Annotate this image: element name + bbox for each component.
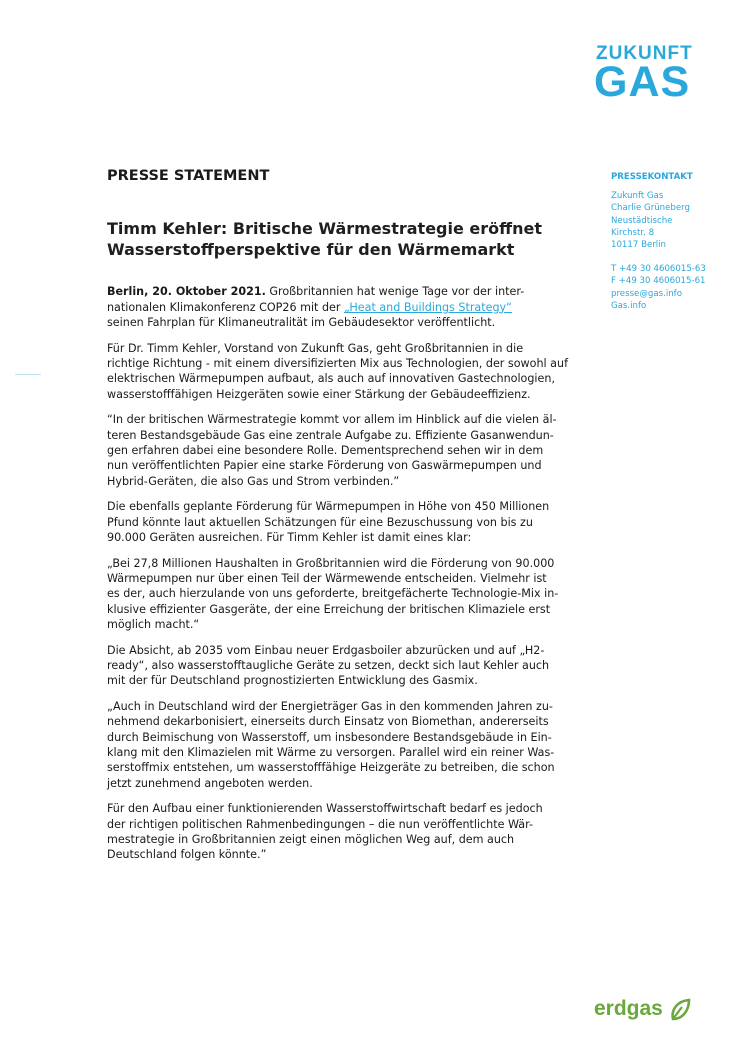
paragraph-line: “In der britischen Wärmestrategie kommt vor allem im Hinblick auf die vielen äl- bbox=[107, 413, 557, 427]
paragraph-line: Pfund könnte laut aktuellen Schätzungen für eine Bezuschussung von bis zu bbox=[107, 515, 533, 529]
paragraph-line: mestrategie in Großbritannien zeigt einen möglichen Weg auf, dem auch bbox=[107, 833, 515, 846]
body-paragraph bbox=[107, 801, 569, 863]
contact-person: Charlie Grüneberg bbox=[611, 203, 690, 214]
strategy-link[interactable]: „Heat and Buildings Strategy“ bbox=[344, 300, 512, 314]
paragraph-line: es der, auch hierzulande von uns geforderte, breitgefächerte Technologie-Mix in- bbox=[107, 587, 559, 601]
paragraph-line: Für Dr. Timm Kehler, Vorstand von Zukunft Gas, geht Großbritannien in die bbox=[107, 341, 524, 355]
contact-email[interactable]: presse@gas.info bbox=[611, 288, 682, 299]
body-paragraph bbox=[107, 643, 569, 689]
contact-city: 10117 Berlin bbox=[611, 240, 667, 251]
contact-phone: T +49 30 4606015-63 bbox=[611, 264, 706, 275]
paragraph-line: elektrischen Wärmepumpen aufbaut, als auch auf innovativen Gastechnologien, bbox=[107, 372, 555, 386]
paragraph-line: 90.000 Geräten ausreichen. Für Timm Kehler ist damit eines klar: bbox=[107, 531, 472, 545]
contact-street-1: Neustädtische bbox=[611, 215, 673, 226]
paragraph-line: Wärmepumpen nur über einen Teil der Wärmewende entscheiden. Vielmehr ist bbox=[107, 571, 547, 585]
paragraph-line: Für den Aufbau einer funktionierenden Wasserstoffwirtschaft bedarf es jedoch bbox=[107, 802, 543, 816]
body-paragraph bbox=[107, 699, 569, 791]
paragraph-line: teren Bestandsgebäude Gas eine zentrale Aufgabe zu. Effiziente Gasanwendun- bbox=[107, 428, 554, 442]
paragraph-line: ready“, also wasserstofftaugliche Geräte zu setzen, deckt sich laut Kehler auch bbox=[107, 658, 550, 672]
paragraph-line: mit der für Deutschland prognostizierten Entwicklung des Gasmix. bbox=[107, 674, 478, 688]
contact-org: Zukunft Gas bbox=[611, 191, 664, 202]
leaf-icon bbox=[669, 998, 691, 1022]
paragraph-line: der richtigen politischen Rahmenbedingungen – die nun veröffentlichte Wär- bbox=[107, 817, 534, 831]
document-label: PRESSE STATEMENT bbox=[107, 168, 270, 184]
headline-line: Wasserstoffperspektive für den Wärmemarkt bbox=[107, 240, 515, 260]
paragraph-line: richtige Richtung - mit einem diversifizierten Mix aus Technologien, der sowohl auf bbox=[107, 357, 568, 371]
press-contact-heading: PRESSEKONTAKT bbox=[611, 172, 693, 182]
intro-text: nationalen Klimakonferenz COP26 mit der bbox=[107, 300, 345, 314]
paragraphs bbox=[107, 341, 569, 863]
paragraph-line: Deutschland folgen könnte.” bbox=[107, 848, 267, 862]
erdgas-logo-text: erdgas bbox=[594, 997, 663, 1020]
body-paragraph bbox=[107, 556, 569, 633]
zukunft-gas-logo bbox=[594, 43, 696, 106]
intro-text: Großbritannien hat wenige Tage vor der inter- bbox=[265, 285, 525, 299]
contact-street-2: Kirchstr. 8 bbox=[611, 227, 655, 238]
logo-bottom-text: GAS bbox=[594, 58, 691, 106]
paragraph-line: möglich macht.“ bbox=[107, 618, 200, 632]
press-statement-body bbox=[107, 169, 569, 873]
paragraph-line: klusive effizienter Gasgeräte, der eine Erreichung der britischen Klimaziele erst bbox=[107, 602, 551, 616]
intro-text: seinen Fahrplan für Klimaneutralität im Gebäudesektor veröffentlicht. bbox=[107, 316, 496, 330]
logo-top-text: ZUKUNFT bbox=[596, 43, 693, 64]
body-paragraph bbox=[107, 499, 569, 545]
headline-line: Timm Kehler: Britische Wärmestrategie eröffnet bbox=[107, 219, 542, 239]
paragraph-line: Die ebenfalls geplante Förderung für Wärmepumpen in Höhe von 450 Millionen bbox=[107, 500, 550, 514]
paragraph-line: nun veröffentlichten Papier eine starke Förderung von Gaswärmepumpen und bbox=[107, 459, 542, 473]
margin-mark bbox=[15, 374, 41, 375]
paragraph-line: „Bei 27,8 Millionen Haushalten in Großbritannien wird die Förderung von 90.000 bbox=[107, 556, 555, 570]
paragraph-line: serstoffmix entstehen, um wasserstofffähige Heizgeräte zu betreiben, die schon bbox=[107, 761, 555, 775]
intro-paragraph bbox=[107, 284, 569, 330]
headline bbox=[107, 218, 569, 260]
paragraph-line: klang mit den Klimazielen mit Wärme zu versorgen. Parallel wird ein reiner Was- bbox=[107, 745, 555, 759]
paragraph-line: jetzt zunehmend angeboten werden. bbox=[107, 776, 313, 790]
paragraph-line: wasserstofffähigen Heizgeräten sowie einer Stärkung der Gebäudeeffizienz. bbox=[107, 387, 531, 401]
dateline: Berlin, 20. Oktober 2021. bbox=[107, 285, 266, 299]
paragraph-line: nehmend dekarbonisiert, einerseits durch Einsatz von Biomethan, andererseits bbox=[107, 715, 549, 729]
erdgas-logo bbox=[594, 995, 704, 1025]
body-paragraph bbox=[107, 341, 569, 403]
press-contact bbox=[611, 171, 731, 312]
paragraph-line: gen erfahren dabei eine besondere Rolle. Dementsprechend sehen wir in dem bbox=[107, 444, 544, 458]
paragraph-line: Hybrid-Geräten, die also Gas und Strom verbinden.” bbox=[107, 474, 400, 488]
paragraph-line: „Auch in Deutschland wird der Energieträger Gas in den kommenden Jahren zu- bbox=[107, 699, 553, 713]
paragraph-line: Die Absicht, ab 2035 vom Einbau neuer Erdgasboiler abzurücken und auf „H2- bbox=[107, 643, 545, 657]
body-paragraph bbox=[107, 412, 569, 489]
paragraph-line: durch Beimischung von Wasserstoff, um insbesondere Bestandsgebäude in Ein- bbox=[107, 730, 552, 744]
contact-website[interactable]: Gas.info bbox=[611, 300, 647, 311]
contact-fax: F +49 30 4606015-61 bbox=[611, 276, 706, 287]
